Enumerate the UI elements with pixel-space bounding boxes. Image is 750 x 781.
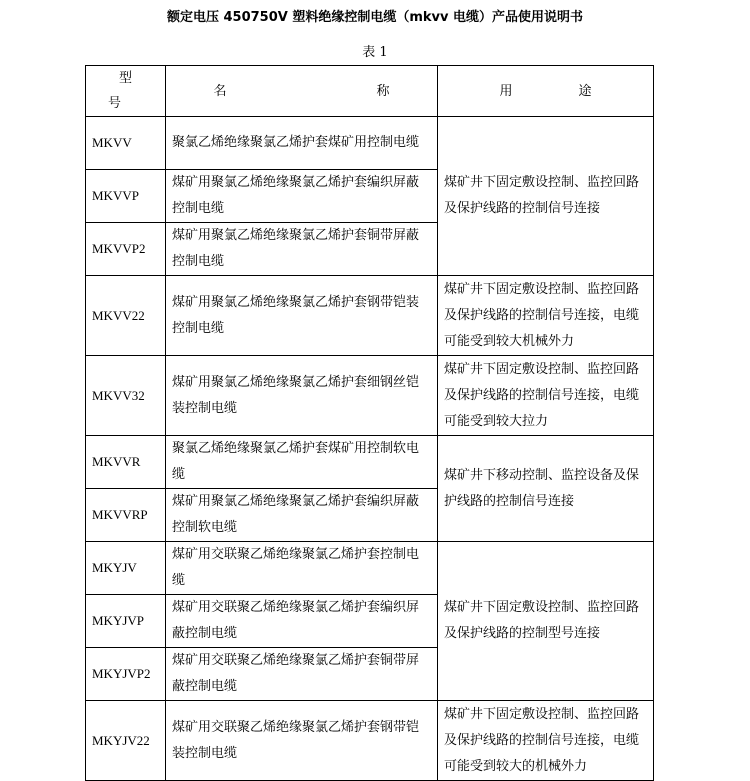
cell-name: 煤矿用聚氯乙烯绝缘聚氯乙烯护套编织屏蔽控制电缆 xyxy=(166,170,438,223)
cell-name: 聚氯乙烯绝缘聚氯乙烯护套煤矿用控制软电缆 xyxy=(166,436,438,489)
cell-model: MKVV32 xyxy=(86,356,166,436)
cell-model: MKYJV xyxy=(86,542,166,595)
header-model: 型号 xyxy=(86,66,166,117)
table-row xyxy=(86,436,654,489)
document-title: 额定电压 450750V 塑料绝缘控制电缆（mkvv 电缆）产品使用说明书 xyxy=(166,10,584,25)
cell-model: MKYJVP xyxy=(86,595,166,648)
cell-model: MKVVRP xyxy=(86,489,166,542)
header-use: 用 途 xyxy=(438,66,654,117)
cable-spec-table xyxy=(85,65,654,781)
header-name: 名 称 xyxy=(166,66,438,117)
cell-name: 煤矿用聚氯乙烯绝缘聚氯乙烯护套细钢丝铠装控制电缆 xyxy=(166,356,438,436)
cell-name: 煤矿用交联聚乙烯绝缘聚氯乙烯护套编织屏蔽控制电缆 xyxy=(166,595,438,648)
cell-model: MKVVP2 xyxy=(86,223,166,276)
table-row xyxy=(86,542,654,595)
cell-use: 煤矿井下固定敷设控制、监控回路及保护线路的控制型号连接 xyxy=(438,542,654,701)
cell-use: 煤矿井下固定敷设控制、监控回路及保护线路的控制信号连接，电缆可能受到较大机械外力 xyxy=(438,276,654,356)
cell-name: 煤矿用交联聚乙烯绝缘聚氯乙烯护套铜带屏蔽控制电缆 xyxy=(166,648,438,701)
cell-name: 煤矿用聚氯乙烯绝缘聚氯乙烯护套铜带屏蔽控制电缆 xyxy=(166,223,438,276)
table-row xyxy=(86,117,654,170)
cell-model: MKVV22 xyxy=(86,276,166,356)
table-row xyxy=(86,276,654,356)
cell-use: 煤矿井下移动控制、监控设备及保护线路的控制信号连接 xyxy=(438,436,654,542)
table-row xyxy=(86,356,654,436)
table-header-row xyxy=(86,66,654,117)
cell-use: 煤矿井下固定敷设控制、监控回路及保护线路的控制信号连接，电缆可能受到较大的机械外力 xyxy=(438,701,654,781)
cell-model: MKYJVP2 xyxy=(86,648,166,701)
cell-use: 煤矿井下固定敷设控制、监控回路及保护线路的控制信号连接，电缆可能受到较大拉力 xyxy=(438,356,654,436)
cell-model: MKVV xyxy=(86,117,166,170)
cell-name: 煤矿用交联聚乙烯绝缘聚氯乙烯护套钢带铠装控制电缆 xyxy=(166,701,438,781)
cell-name: 煤矿用聚氯乙烯绝缘聚氯乙烯护套编织屏蔽控制软电缆 xyxy=(166,489,438,542)
table-row xyxy=(86,701,654,781)
cell-use: 煤矿井下固定敷设控制、监控回路及保护线路的控制信号连接 xyxy=(438,117,654,276)
cell-model: MKVVP xyxy=(86,170,166,223)
cell-model: MKVVR xyxy=(86,436,166,489)
table-caption: 表 1 xyxy=(362,45,388,60)
cell-name: 煤矿用聚氯乙烯绝缘聚氯乙烯护套钢带铠装控制电缆 xyxy=(166,276,438,356)
cell-name: 煤矿用交联聚乙烯绝缘聚氯乙烯护套控制电缆 xyxy=(166,542,438,595)
cell-model: MKYJV22 xyxy=(86,701,166,781)
cell-name: 聚氯乙烯绝缘聚氯乙烯护套煤矿用控制电缆 xyxy=(166,117,438,170)
